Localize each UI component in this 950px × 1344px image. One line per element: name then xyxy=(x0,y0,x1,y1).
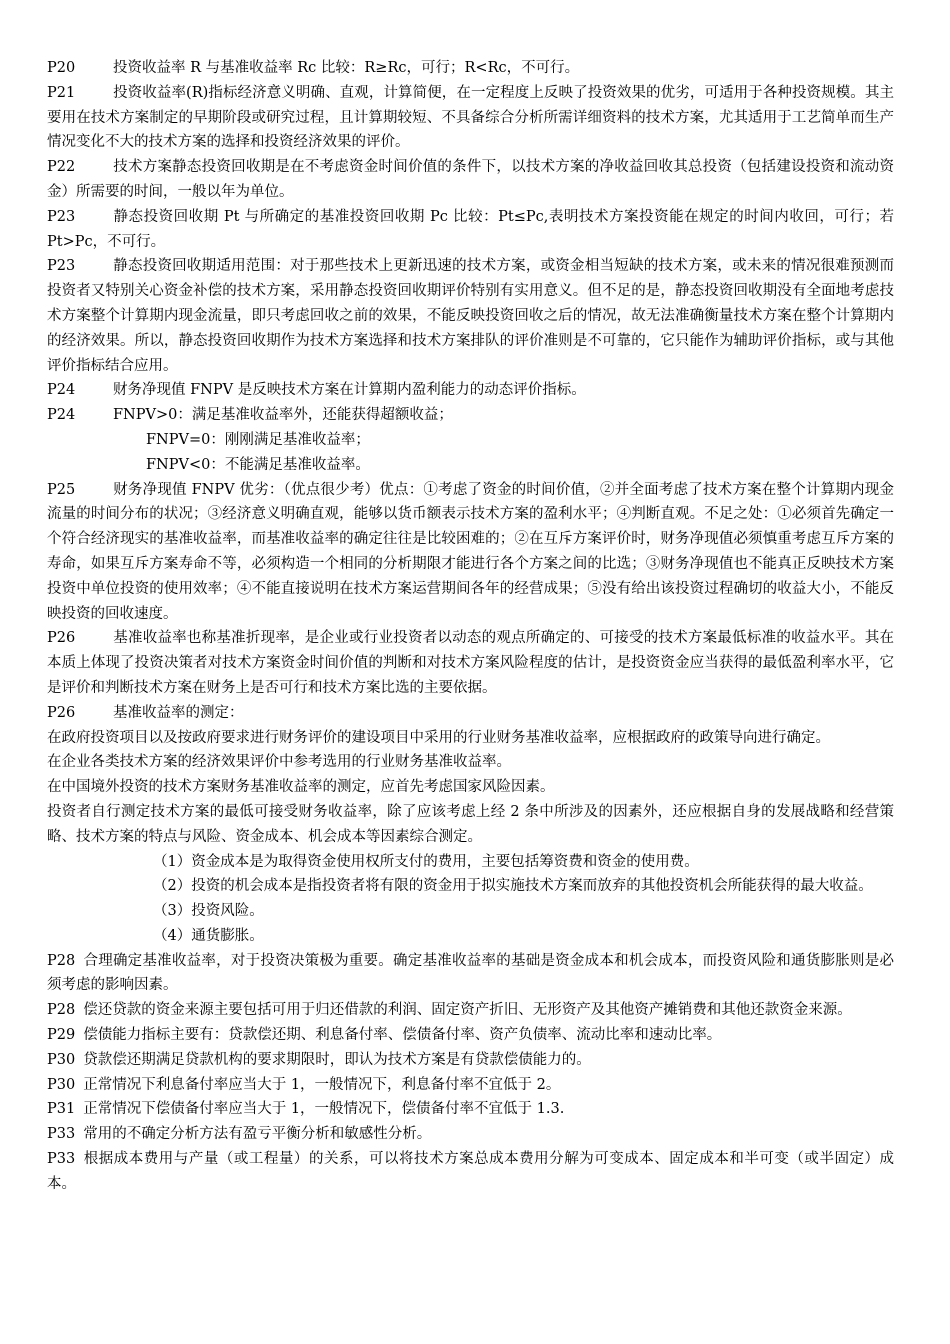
paragraph xyxy=(47,1073,894,1098)
page-reference: P30 xyxy=(47,1051,76,1068)
paragraph xyxy=(47,1097,894,1122)
paragraph xyxy=(47,998,894,1023)
paragraph xyxy=(47,750,894,775)
paragraph xyxy=(47,626,894,700)
paragraph xyxy=(47,850,894,875)
paragraph-text: 在中国境外投资的技术方案财务基准收益率的测定，应首先考虑国家风险因素。 xyxy=(47,779,555,796)
paragraph xyxy=(47,155,894,205)
paragraph-text: 投资收益率(R)指标经济意义明确、直观，计算简便，在一定程度上反映了投资效果的优劣，可适用于各种投资规模。其主要用在技术方案制定的早期阶段或研究过程，且计算期较短、不具备综合分析所需详细资料的技术方案，尤其适用于工艺简单而生产情况变化不大的技术方案的选择和投资经济效果的评价。 xyxy=(47,84,894,151)
document-body xyxy=(47,56,894,1197)
page-reference: P26 xyxy=(47,704,76,721)
paragraph xyxy=(47,924,894,949)
paragraph xyxy=(47,478,894,627)
page-reference: P30 xyxy=(47,1076,76,1093)
page-reference: P24 xyxy=(47,382,76,399)
paragraph-text: 偿债能力指标主要有：贷款偿还期、利息备付率、偿债备付率、资产负债率、流动比率和速动比率。 xyxy=(83,1027,722,1044)
paragraph-text: 在企业各类技术方案的经济效果评价中参考选用的行业财务基准收益率。 xyxy=(47,754,511,771)
paragraph-text: 正常情况下利息备付率应当大于 1，一般情况下，利息备付率不宜低于 2。 xyxy=(83,1076,561,1093)
page-reference: P22 xyxy=(47,159,76,176)
paragraph-text: （1）资金成本是为取得资金使用权所支付的费用，主要包括筹资费和资金的使用费。 xyxy=(153,853,699,870)
paragraph-text: 合理确定基准收益率，对于投资决策极为重要。确定基准收益率的基础是资金成本和机会成本，而投资风险和通货膨胀则是必须考虑的影响因素。 xyxy=(47,952,894,994)
paragraph xyxy=(47,56,894,81)
paragraph xyxy=(47,254,894,378)
paragraph xyxy=(47,378,894,403)
page-reference: P25 xyxy=(47,481,76,498)
paragraph-text: 基准收益率也称基准折现率，是企业或行业投资者以动态的观点所确定的、可接受的技术方案最低标准的收益水平。其在本质上体现了投资决策者对技术方案资金时间价值的判断和对技术方案风险程度的估计，是投资资金应当获得的最低盈利率水平，它是评价和判断技术方案在财务上是否可行和技术方案比选的主要依据。 xyxy=(47,630,894,696)
page-reference: P31 xyxy=(47,1101,76,1118)
paragraph xyxy=(47,81,894,155)
paragraph-text: 常用的不确定分析方法有盈亏平衡分析和敏感性分析。 xyxy=(83,1126,432,1143)
paragraph xyxy=(47,726,894,751)
page-reference: P29 xyxy=(47,1027,76,1044)
paragraph-text: FNPV>0：满足基准收益率外，还能获得超额收益； xyxy=(113,407,453,424)
paragraph xyxy=(47,899,894,924)
paragraph-text: FNPV=0：刚刚满足基准收益率； xyxy=(146,431,370,448)
paragraph xyxy=(47,701,894,726)
paragraph-text: 财务净现值 FNPV 是反映技术方案在计算期内盈利能力的动态评价指标。 xyxy=(113,382,586,399)
paragraph-text: 偿还贷款的资金来源主要包括可用于归还借款的利润、固定资产折旧、无形资产及其他资产摊销费和其他还款资金来源。 xyxy=(83,1002,852,1019)
paragraph-text: 技术方案静态投资回收期是在不考虑资金时间价值的条件下，以技术方案的净收益回收其总投资（包括建设投资和流动资金）所需要的时间，一般以年为单位。 xyxy=(47,159,894,200)
paragraph xyxy=(47,1023,894,1048)
paragraph xyxy=(47,1048,894,1073)
paragraph-text: 投资者自行测定技术方案的最低可接受财务收益率，除了应该考虑上经 2 条中所涉及的因素外，还应根据自身的发展战略和经营策略、技术方案的特点与风险、资金成本、机会成本等因素综合测定。 xyxy=(47,803,894,845)
paragraph-text: 投资收益率 R 与基准收益率 Rc 比较：R≥Rc，可行；R<Rc，不可行。 xyxy=(113,60,580,76)
paragraph xyxy=(47,949,894,999)
paragraph xyxy=(47,403,894,428)
paragraph-text: （3）投资风险。 xyxy=(153,903,264,920)
page-reference: P21 xyxy=(47,84,76,101)
paragraph-text: 正常情况下偿债备付率应当大于 1，一般情况下，偿债备付率不宜低于 1.3. xyxy=(83,1101,565,1118)
page-reference: P26 xyxy=(47,630,76,647)
paragraph xyxy=(47,1122,894,1147)
page-reference: P23 xyxy=(47,208,76,225)
page-reference: P23 xyxy=(47,258,76,275)
page-reference: P33 xyxy=(47,1126,76,1143)
paragraph-text: （4）通货膨胀。 xyxy=(153,927,264,944)
paragraph xyxy=(47,205,894,255)
paragraph xyxy=(47,800,894,850)
paragraph-text: 贷款偿还期满足贷款机构的要求期限时，即认为技术方案是有贷款偿债能力的。 xyxy=(83,1051,591,1068)
paragraph xyxy=(47,775,894,800)
paragraph-text: 基准收益率的测定： xyxy=(113,704,244,721)
paragraph xyxy=(47,428,894,453)
page-reference: P20 xyxy=(47,60,76,76)
paragraph-text: 静态投资回收期适用范围：对于那些技术上更新迅速的技术方案，或资金相当短缺的技术方案，或未来的情况很难预测而投资者又特别关心资金补偿的技术方案，采用静态投资回收期评价特别有实用意义。但不足的是，静态投资回收期没有全面地考虑技术方案整个计算期内现金流量，即只考虑回收之前的效果，不能反映投资回收之后的情况，故无法准确衡量技术方案在整个计算期内的经济效果。所以，静态投资回收期作为技术方案选择和技术方案排队的评价准则是不可靠的，它只能作为辅助评价指标，或与其他评价指标结合应用。 xyxy=(47,258,894,374)
page-reference: P24 xyxy=(47,407,76,424)
paragraph-text: 在政府投资项目以及按政府要求进行财务评价的建设项目中采用的行业财务基准收益率，应根据政府的政策导向进行确定。 xyxy=(47,729,830,746)
paragraph-text: FNPV<0：不能满足基准收益率。 xyxy=(146,456,370,473)
paragraph-text: 静态投资回收期 Pt 与所确定的基准投资回收期 Pc 比较：Pt≤Pc,表明技术方案投资能在规定的时间内收回，可行；若 Pt>Pc，不可行。 xyxy=(47,208,894,250)
page-reference: P28 xyxy=(47,1002,76,1019)
paragraph xyxy=(47,874,894,899)
paragraph-text: （2）投资的机会成本是指投资者将有限的资金用于拟实施技术方案而放弃的其他投资机会所能获得的最大收益。 xyxy=(153,878,873,895)
page-reference: P28 xyxy=(47,952,76,969)
paragraph xyxy=(47,453,894,478)
page-reference: P33 xyxy=(47,1151,76,1168)
paragraph-text: 根据成本费用与产量（或工程量）的关系，可以将技术方案总成本费用分解为可变成本、固定成本和半可变（或半固定）成本。 xyxy=(47,1151,894,1192)
paragraph-text: 财务净现值 FNPV 优劣：（优点很少考）优点：①考虑了资金的时间价值，②并全面考虑了技术方案在整个计算期内现金流量的时间分布的状况；③经济意义明确直观，能够以货币额表示技术方案的盈利水平；④判断直观。不足之处：①必须首先确定一个符合经济现实的基准收益率，而基准收益率的确定往往是比较困难的；②在互斥方案评价时，财务净现值必须慎重考虑互斥方案的寿命，如果互斥方案寿命不等，必须构造一个相同的分析期限才能进行各个方案之间的比选；③财务净现值也不能真正反映技术方案投资中单位投资的使用效率；④不能直接说明在技术方案运营期间各年的经营成果；⑤没有给出该投资过程确切的收益大小，不能反映投资的回收速度。 xyxy=(47,481,894,622)
paragraph xyxy=(47,1147,894,1197)
